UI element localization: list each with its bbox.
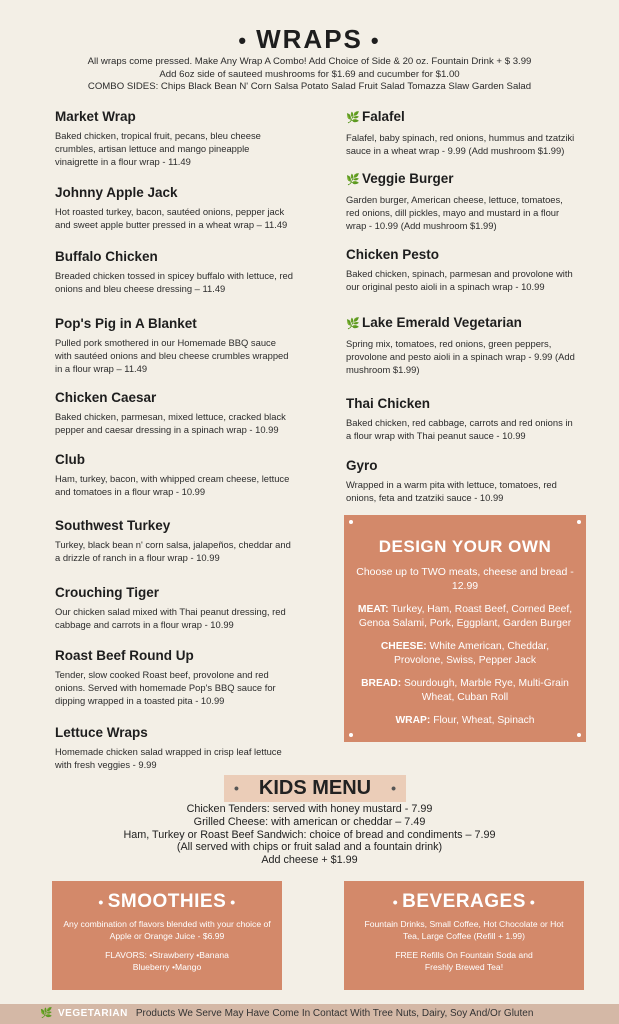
dyo-bread: BREAD: Sourdough, Marble Rye, Multi-Grain Wheat, Cuban Roll — [361, 678, 569, 703]
item-description: Baked chicken, parmesan, mixed lettuce, cracked black pepper and caesar dressing in a spinach wrap - 10.99 — [55, 411, 286, 435]
dyo-cheese: CHEESE: White American, Cheddar, Provolone, Swiss, Pepper Jack — [380, 641, 550, 666]
smoothies-flavors: FLAVORS: •Strawberry •Banana Blueberry •Mango — [105, 950, 229, 972]
menu-item — [55, 108, 295, 168]
beverages-text: Fountain Drinks, Small Coffee, Hot Chocolate or Hot Tea, Large Coffee (Refill + 1.99) — [364, 919, 564, 941]
wraps-title: • WRAPS • — [0, 24, 619, 55]
item-name: Market Wrap — [55, 109, 136, 124]
menu-item — [346, 457, 576, 504]
item-name: Chicken Caesar — [55, 390, 157, 405]
dot-icon: • — [392, 894, 399, 910]
kids-line: (All served with chips or fruit salad and a fountain drink) — [176, 841, 443, 854]
menu-item — [55, 184, 295, 231]
menu-item — [346, 246, 576, 293]
menu-item — [55, 451, 295, 498]
item-name: Roast Beef Round Up — [55, 648, 194, 663]
menu-item — [346, 395, 576, 442]
kids-line: Grilled Cheese: with american or cheddar – 7.49 — [193, 815, 426, 828]
item-description: Tender, slow cooked Roast beef, provolone and red onions. Served with homemade Pop's BBQ sauce for dipping wrapped in a toasted pita - 10.99 — [55, 669, 276, 706]
menu-item — [55, 389, 295, 436]
dyo-title: DESIGN YOUR OWN — [378, 537, 552, 556]
item-description: Baked chicken, red cabbage, carrots and red onions in a flour wrap with Thai peanut sauce - 10.99 — [346, 417, 573, 441]
design-your-own-box — [344, 515, 586, 742]
item-description: Wrapped in a warm pita with lettuce, tomatoes, red onions, feta and tzatziki sauce - 10.99 — [346, 479, 557, 503]
item-description: Homemade chicken salad wrapped in crisp leaf lettuce with fresh veggies - 9.99 — [55, 746, 282, 770]
dot-icon: • — [370, 28, 381, 53]
item-description: Spring mix, tomatoes, red onions, green peppers, provolone and pesto aioli in a spinach wrap - 9.99 (Add mushroom $1.99) — [346, 338, 575, 375]
wraps-intro — [20, 56, 599, 94]
intro-line: COMBO SIDES: Chips Black Bean N' Corn Salsa Potato Salad Fruit Salad Tomazza Slaw Garden Salad — [87, 81, 532, 92]
item-description: Breaded chicken tossed in spicey buffalo with lettuce, red onions and bleu cheese dressing – 11.49 — [55, 270, 293, 294]
kids-line: Chicken Tenders: served with honey mustard - 7.99 — [186, 803, 433, 815]
dot-icon: • — [234, 780, 239, 796]
menu-item — [346, 108, 576, 157]
leaf-icon: 🌿 — [40, 1008, 53, 1019]
beverages-title: • BEVERAGES • — [344, 891, 584, 913]
item-name-row: 🌿 Lake Emerald Vegetarian — [346, 314, 576, 333]
item-name: Buffalo Chicken — [55, 249, 158, 264]
menu-item — [55, 248, 295, 295]
dyo-meat: MEAT: Turkey, Ham, Roast Beef, Corned Beef, Genoa Salami, Pork, Eggplant, Garden Burger — [357, 604, 573, 629]
leaf-icon: 🌿 — [346, 174, 360, 186]
item-description: Baked chicken, tropical fruit, pecans, bleu cheese crumbles, artisan lettuce and mango pineapple vinaigrette in a flour wrap - 11.49 — [55, 130, 261, 167]
dot-icon: • — [171, 961, 175, 972]
item-name: Southwest Turkey — [55, 518, 171, 533]
item-description: Garden burger, American cheese, lettuce, tomatoes, red onions, dill pickles, mayo and mustard in a flour wrap - 10.99 (Add mushroom $1.99) — [346, 194, 563, 231]
dot-icon: • — [238, 28, 249, 53]
item-name-row: 🌿 Falafel — [346, 108, 576, 127]
dyo-wrap: WRAP: Flour, Wheat, Spinach — [395, 715, 535, 726]
item-name: Thai Chicken — [346, 396, 431, 411]
item-name-row: 🌿 Veggie Burger — [346, 170, 576, 189]
dot-icon: • — [149, 950, 153, 960]
dot-icon: • — [529, 894, 536, 910]
kids-line: Add cheese + $1.99 — [261, 854, 358, 867]
allergen-notice: Products We Serve May Have Come In Contact With Tree Nuts, Dairy, Soy And/Or Gluten — [135, 1008, 534, 1019]
dot-icon: • — [391, 780, 396, 796]
vegetarian-label: VEGETARIAN — [58, 1008, 128, 1019]
leaf-icon: 🌿 — [346, 112, 360, 124]
menu-item — [55, 517, 295, 564]
corner-stud — [349, 520, 353, 524]
item-description: Baked chicken, spinach, parmesan and provolone with our original pesto aioli in a spinach wrap - 10.99 — [346, 268, 573, 292]
smoothies-title: • SMOOTHIES • — [52, 891, 282, 913]
item-name: Gyro — [346, 458, 378, 473]
item-name: Club — [55, 452, 85, 467]
allergen-footer — [0, 1004, 619, 1024]
intro-line: All wraps come pressed. Make Any Wrap A Combo! Add Choice of Side & 20 oz. Fountain Drink + $ 3.99 — [87, 56, 532, 67]
item-description: Turkey, black bean n' corn salsa, jalapeños, cheddar and a drizzle of ranch in a flour wrap - 10.99 — [55, 539, 291, 563]
item-description: Our chicken salad mixed with Thai peanut dressing, red cabbage and carrots in a flour wrap - 10.99 — [55, 606, 286, 630]
menu-item — [346, 314, 576, 376]
corner-stud — [349, 733, 353, 737]
item-name: Lettuce Wraps — [55, 725, 148, 740]
dot-icon: • — [196, 950, 200, 960]
beverages-box — [344, 881, 584, 990]
item-description: Pulled pork smothered in our Homemade BBQ sauce with sautéed onions and bleu cheese crumbles wrapped in a flour wrap – 11.49 — [55, 337, 289, 374]
smoothies-box — [52, 881, 282, 990]
dot-icon: • — [230, 894, 236, 910]
dot-icon: • — [98, 894, 104, 910]
item-description: Ham, turkey, bacon, with whipped cream cheese, lettuce and tomatoes in a flour wrap - 10.99 — [55, 473, 290, 497]
menu-item — [55, 647, 295, 707]
dyo-subtitle: Choose up to TWO meats, cheese and bread - 12.99 — [356, 566, 574, 592]
corner-stud — [577, 520, 581, 524]
item-description: Hot roasted turkey, bacon, sautéed onions, pepper jack and sweet apple butter pressed in a wheat wrap – 11.49 — [55, 206, 288, 230]
intro-line: Add 6oz side of sauteed mushrooms for $1.69 and cucumber for $1.00 — [159, 68, 460, 80]
kids-menu-title: • KIDS MENU • — [224, 775, 406, 802]
item-name: Pop's Pig in A Blanket — [55, 316, 197, 331]
menu-item — [346, 170, 576, 232]
smoothies-text: Any combination of flavors blended with your choice of Apple or Orange Juice - $6.99 — [63, 919, 271, 941]
corner-stud — [577, 733, 581, 737]
kids-line: Ham, Turkey or Roast Beef Sandwich: choice of bread and condiments – 7.99 — [123, 828, 496, 841]
kids-menu-items — [0, 803, 619, 867]
menu-item — [55, 315, 295, 375]
leaf-icon: 🌿 — [346, 318, 360, 330]
beverages-refills: FREE Refills On Fountain Soda and Freshly Brewed Tea! — [395, 950, 533, 972]
item-description: Falafel, baby spinach, red onions, hummus and tzatziki sauce in a wheat wrap - 9.99 (Add mushroom $1.99) — [346, 132, 575, 156]
item-name: Johnny Apple Jack — [55, 185, 178, 200]
menu-item — [55, 724, 295, 771]
item-name: Chicken Pesto — [346, 247, 440, 262]
menu-item — [55, 584, 295, 631]
item-name: Crouching Tiger — [55, 585, 160, 600]
